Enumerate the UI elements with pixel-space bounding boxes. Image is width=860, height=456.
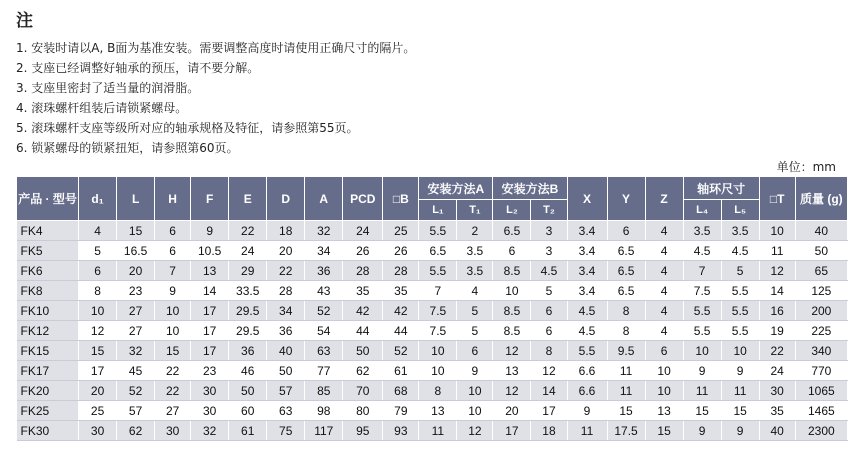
table-cell: 65 — [795, 261, 847, 281]
table-cell: 5.5 — [683, 321, 721, 341]
table-cell: 35 — [343, 281, 383, 301]
table-cell: 20 — [493, 401, 531, 421]
header-t2: T₂ — [531, 200, 567, 221]
model-cell: FK8 — [17, 281, 79, 301]
table-cell: 15 — [79, 341, 117, 361]
table-cell: 3.4 — [567, 241, 607, 261]
table-cell: 3.4 — [567, 261, 607, 281]
table-cell: 200 — [795, 301, 847, 321]
table-cell: 13 — [493, 361, 531, 381]
table-cell: 26 — [343, 241, 383, 261]
table-cell: 68 — [383, 381, 419, 401]
table-cell: 3.5 — [457, 261, 493, 281]
table-cell: 42 — [343, 301, 383, 321]
table-cell: 62 — [117, 421, 155, 441]
table-cell: 8.5 — [493, 321, 531, 341]
note-item: 2. 支座已经调整好轴承的预压，请不要分解。 — [16, 61, 260, 75]
table-cell: 18 — [531, 421, 567, 441]
table-cell: 61 — [383, 361, 419, 381]
table-cell: 5.5 — [419, 221, 457, 241]
table-cell: 9 — [457, 361, 493, 381]
table-cell: 75 — [267, 421, 305, 441]
table-cell: 5 — [79, 241, 117, 261]
header-b: □B — [383, 177, 419, 221]
table-cell: 20 — [267, 241, 305, 261]
table-cell: 10.5 — [191, 241, 229, 261]
table-cell: 29 — [229, 261, 267, 281]
header-e: E — [229, 177, 267, 221]
table-cell: 4.5 — [567, 301, 607, 321]
table-cell: 9 — [191, 221, 229, 241]
table-cell: 7 — [683, 261, 721, 281]
table-cell: 36 — [267, 321, 305, 341]
table-cell: 13 — [191, 261, 229, 281]
header-d: D — [267, 177, 305, 221]
table-cell: 18 — [267, 221, 305, 241]
table-cell: 77 — [305, 361, 343, 381]
table-row — [17, 281, 848, 301]
table-cell: 3.5 — [457, 241, 493, 261]
header-t: □T — [759, 177, 795, 221]
table-cell: 11 — [683, 381, 721, 401]
table-cell: 4 — [645, 221, 683, 241]
table-row — [17, 301, 848, 321]
table-cell: 42 — [383, 301, 419, 321]
header-l5: L₅ — [721, 200, 759, 221]
table-cell: 22 — [155, 381, 191, 401]
table-cell: 3.4 — [567, 281, 607, 301]
table-cell: 3.4 — [567, 221, 607, 241]
table-cell: 17.5 — [607, 421, 645, 441]
table-cell: 28 — [267, 281, 305, 301]
header-l: L — [117, 177, 155, 221]
table-cell: 4 — [457, 281, 493, 301]
table-cell: 9 — [721, 361, 759, 381]
table-cell: 30 — [191, 381, 229, 401]
spec-table — [16, 176, 848, 441]
table-cell: 13 — [645, 401, 683, 421]
table-cell: 3 — [531, 221, 567, 241]
table-cell: 8 — [607, 301, 645, 321]
table-cell: 52 — [117, 381, 155, 401]
table-cell: 6.5 — [607, 281, 645, 301]
table-cell: 17 — [493, 421, 531, 441]
table-row — [17, 241, 848, 261]
table-cell: 12 — [493, 341, 531, 361]
table-cell: 30 — [191, 401, 229, 421]
table-row — [17, 361, 848, 381]
table-cell: 10 — [457, 381, 493, 401]
table-cell: 44 — [343, 321, 383, 341]
table-cell: 9.5 — [607, 341, 645, 361]
table-cell: 6 — [531, 301, 567, 321]
table-cell: 44 — [383, 321, 419, 341]
table-cell: 6.5 — [607, 261, 645, 281]
table-cell: 1465 — [795, 401, 847, 421]
table-row — [17, 261, 848, 281]
header-mass: 质量 (g) — [795, 177, 847, 221]
header-y: Y — [607, 177, 645, 221]
table-cell: 27 — [117, 301, 155, 321]
table-row — [17, 321, 848, 341]
table-cell: 27 — [155, 401, 191, 421]
table-cell: 16 — [759, 301, 795, 321]
table-cell: 15 — [721, 401, 759, 421]
model-cell: FK6 — [17, 261, 79, 281]
table-cell: 4 — [645, 321, 683, 341]
note-item: 4. 滚珠螺杆组装后请锁紧螺母。 — [16, 101, 188, 115]
table-cell: 85 — [305, 381, 343, 401]
table-cell: 54 — [305, 321, 343, 341]
table-row — [17, 221, 848, 241]
table-cell: 40 — [795, 221, 847, 241]
header-a: A — [305, 177, 343, 221]
table-cell: 8 — [531, 341, 567, 361]
table-cell: 46 — [229, 361, 267, 381]
table-cell: 24 — [343, 221, 383, 241]
table-cell: 23 — [191, 361, 229, 381]
table-cell: 15 — [607, 401, 645, 421]
table-cell: 17 — [191, 341, 229, 361]
header-f: F — [191, 177, 229, 221]
table-cell: 12 — [457, 421, 493, 441]
model-cell: FK17 — [17, 361, 79, 381]
table-cell: 40 — [759, 421, 795, 441]
table-cell: 10 — [759, 221, 795, 241]
table-cell: 32 — [117, 341, 155, 361]
table-cell: 32 — [191, 421, 229, 441]
table-cell: 4 — [645, 301, 683, 321]
header-mount-b: 安装方法B — [493, 177, 567, 200]
unit-label: 单位：mm — [776, 160, 836, 174]
table-cell: 62 — [343, 361, 383, 381]
table-cell: 23 — [117, 281, 155, 301]
table-cell: 30 — [79, 421, 117, 441]
table-cell: 7 — [419, 281, 457, 301]
header-d1: d₁ — [79, 177, 117, 221]
table-cell: 15 — [683, 401, 721, 421]
table-cell: 11 — [759, 241, 795, 261]
table-cell: 22 — [229, 221, 267, 241]
table-cell: 11 — [607, 361, 645, 381]
table-cell: 28 — [343, 261, 383, 281]
table-cell: 11 — [567, 421, 607, 441]
table-cell: 79 — [383, 401, 419, 421]
table-cell: 6.6 — [567, 361, 607, 381]
table-cell: 98 — [305, 401, 343, 421]
model-cell: FK30 — [17, 421, 79, 441]
table-cell: 22 — [155, 361, 191, 381]
table-cell: 10 — [645, 381, 683, 401]
table-cell: 24 — [229, 241, 267, 261]
table-cell: 25 — [79, 401, 117, 421]
table-cell: 3 — [531, 241, 567, 261]
table-cell: 50 — [795, 241, 847, 261]
table-cell: 40 — [267, 341, 305, 361]
table-cell: 4.5 — [531, 261, 567, 281]
table-cell: 340 — [795, 341, 847, 361]
table-cell: 6 — [493, 241, 531, 261]
table-cell: 10 — [683, 341, 721, 361]
table-cell: 27 — [117, 321, 155, 341]
table-cell: 770 — [795, 361, 847, 381]
table-cell: 25 — [383, 221, 419, 241]
table-cell: 7.5 — [683, 281, 721, 301]
table-cell: 4 — [645, 281, 683, 301]
table-cell: 20 — [117, 261, 155, 281]
table-cell: 33.5 — [229, 281, 267, 301]
model-cell: FK4 — [17, 221, 79, 241]
table-cell: 16.5 — [117, 241, 155, 261]
table-cell: 26 — [383, 241, 419, 261]
table-cell: 50 — [267, 361, 305, 381]
table-row — [17, 341, 848, 361]
table-cell: 4.5 — [721, 241, 759, 261]
table-cell: 10 — [155, 301, 191, 321]
table-cell: 10 — [457, 401, 493, 421]
table-row — [17, 401, 848, 421]
table-row — [17, 381, 848, 401]
table-cell: 6 — [607, 221, 645, 241]
table-cell: 8.5 — [493, 301, 531, 321]
header-mount-a: 安装方法A — [419, 177, 493, 200]
table-cell: 4 — [645, 261, 683, 281]
table-cell: 2 — [457, 221, 493, 241]
table-cell: 6 — [457, 341, 493, 361]
table-cell: 9 — [721, 421, 759, 441]
table-cell: 17 — [531, 401, 567, 421]
table-cell: 5 — [457, 301, 493, 321]
table-cell: 117 — [305, 421, 343, 441]
table-cell: 7.5 — [419, 321, 457, 341]
table-cell: 57 — [117, 401, 155, 421]
table-cell: 5.5 — [721, 321, 759, 341]
table-cell: 63 — [267, 401, 305, 421]
table-cell: 8 — [607, 321, 645, 341]
table-cell: 4 — [645, 241, 683, 261]
table-cell: 10 — [419, 361, 457, 381]
table-cell: 93 — [383, 421, 419, 441]
table-cell: 20 — [79, 381, 117, 401]
table-cell: 2300 — [795, 421, 847, 441]
table-cell: 6 — [155, 221, 191, 241]
table-cell: 4.5 — [683, 241, 721, 261]
table-cell: 10 — [79, 301, 117, 321]
table-cell: 35 — [383, 281, 419, 301]
table-cell: 32 — [305, 221, 343, 241]
table-cell: 24 — [759, 361, 795, 381]
table-cell: 60 — [229, 401, 267, 421]
table-cell: 6 — [645, 341, 683, 361]
table-cell: 5 — [531, 281, 567, 301]
table-cell: 12 — [759, 261, 795, 281]
table-cell: 4 — [79, 221, 117, 241]
table-cell: 61 — [229, 421, 267, 441]
header-t1: T₁ — [457, 200, 493, 221]
model-cell: FK15 — [17, 341, 79, 361]
table-cell: 7 — [155, 261, 191, 281]
table-cell: 6.5 — [607, 241, 645, 261]
table-cell: 7.5 — [419, 301, 457, 321]
table-cell: 5.5 — [721, 301, 759, 321]
table-cell: 29.5 — [229, 301, 267, 321]
table-cell: 5 — [457, 321, 493, 341]
table-cell: 30 — [759, 381, 795, 401]
table-cell: 11 — [721, 381, 759, 401]
note-item: 5. 滚珠螺杆支座等级所对应的轴承规格及特征，请参照第55页。 — [16, 121, 359, 135]
header-row — [17, 177, 848, 200]
table-cell: 9 — [567, 401, 607, 421]
table-cell: 11 — [419, 421, 457, 441]
table-cell: 6 — [531, 321, 567, 341]
table-cell: 5.5 — [419, 261, 457, 281]
table-cell: 70 — [343, 381, 383, 401]
table-cell: 12 — [493, 381, 531, 401]
table-cell: 4.5 — [567, 321, 607, 341]
table-cell: 6.5 — [493, 221, 531, 241]
table-cell: 10 — [721, 341, 759, 361]
table-cell: 15 — [117, 221, 155, 241]
table-cell: 10 — [493, 281, 531, 301]
model-cell: FK12 — [17, 321, 79, 341]
table-cell: 6 — [155, 241, 191, 261]
table-cell: 14 — [191, 281, 229, 301]
notes-title: 注 — [16, 11, 33, 31]
table-cell: 10 — [645, 361, 683, 381]
table-cell: 14 — [531, 381, 567, 401]
table-cell: 9 — [155, 281, 191, 301]
table-cell: 17 — [79, 361, 117, 381]
table-row — [17, 421, 848, 441]
note-item: 3. 支座里密封了适当量的润滑脂。 — [16, 81, 200, 95]
table-cell: 22 — [267, 261, 305, 281]
table-cell: 28 — [383, 261, 419, 281]
table-cell: 12 — [79, 321, 117, 341]
table-cell: 15 — [155, 341, 191, 361]
table-cell: 8 — [79, 281, 117, 301]
table-cell: 45 — [117, 361, 155, 381]
table-cell: 9 — [683, 361, 721, 381]
table-cell: 3.5 — [683, 221, 721, 241]
table-cell: 15 — [645, 421, 683, 441]
header-z: Z — [645, 177, 683, 221]
notes-list — [16, 38, 415, 158]
header-h: H — [155, 177, 191, 221]
table-cell: 3.5 — [721, 221, 759, 241]
table-cell: 13 — [419, 401, 457, 421]
model-cell: FK25 — [17, 401, 79, 421]
header-x: X — [567, 177, 607, 221]
table-cell: 50 — [229, 381, 267, 401]
table-cell: 1065 — [795, 381, 847, 401]
table-cell: 22 — [759, 341, 795, 361]
header-model: 产品 · 型号 — [17, 177, 79, 221]
table-cell: 6 — [79, 261, 117, 281]
table-cell: 9 — [683, 421, 721, 441]
table-cell: 17 — [191, 321, 229, 341]
table-cell: 8 — [419, 381, 457, 401]
table-cell: 30 — [155, 421, 191, 441]
model-cell: FK10 — [17, 301, 79, 321]
table-cell: 52 — [305, 301, 343, 321]
table-cell: 19 — [759, 321, 795, 341]
table-cell: 8.5 — [493, 261, 531, 281]
table-cell: 34 — [305, 241, 343, 261]
table-cell: 52 — [383, 341, 419, 361]
table-cell: 17 — [191, 301, 229, 321]
table-cell: 34 — [267, 301, 305, 321]
header-pcd: PCD — [343, 177, 383, 221]
table-cell: 5.5 — [683, 301, 721, 321]
table-cell: 36 — [305, 261, 343, 281]
header-l1: L₁ — [419, 200, 457, 221]
table-cell: 11 — [607, 381, 645, 401]
table-cell: 5.5 — [721, 281, 759, 301]
table-cell: 10 — [419, 341, 457, 361]
model-cell: FK5 — [17, 241, 79, 261]
model-cell: FK20 — [17, 381, 79, 401]
table-cell: 29.5 — [229, 321, 267, 341]
note-item: 1. 安装时请以A, B面为基准安装。需要调整高度时请使用正确尺寸的隔片。 — [16, 41, 416, 55]
table-cell: 35 — [759, 401, 795, 421]
table-cell: 12 — [531, 361, 567, 381]
table-cell: 14 — [759, 281, 795, 301]
table-cell: 50 — [343, 341, 383, 361]
table-cell: 6.5 — [419, 241, 457, 261]
table-cell: 95 — [343, 421, 383, 441]
table-cell: 6.6 — [567, 381, 607, 401]
table-cell: 80 — [343, 401, 383, 421]
table-cell: 5.5 — [567, 341, 607, 361]
table-cell: 10 — [155, 321, 191, 341]
header-l2: L₂ — [493, 200, 531, 221]
table-cell: 125 — [795, 281, 847, 301]
header-shaft: 轴环尺寸 — [683, 177, 759, 200]
note-item: 6. 锁紧螺母的锁紧扭矩，请参照第60页。 — [16, 141, 239, 155]
table-cell: 57 — [267, 381, 305, 401]
table-cell: 63 — [305, 341, 343, 361]
spec-table-body — [17, 221, 848, 441]
table-cell: 5 — [721, 261, 759, 281]
header-l4: L₄ — [683, 200, 721, 221]
table-cell: 36 — [229, 341, 267, 361]
table-cell: 225 — [795, 321, 847, 341]
table-cell: 43 — [305, 281, 343, 301]
